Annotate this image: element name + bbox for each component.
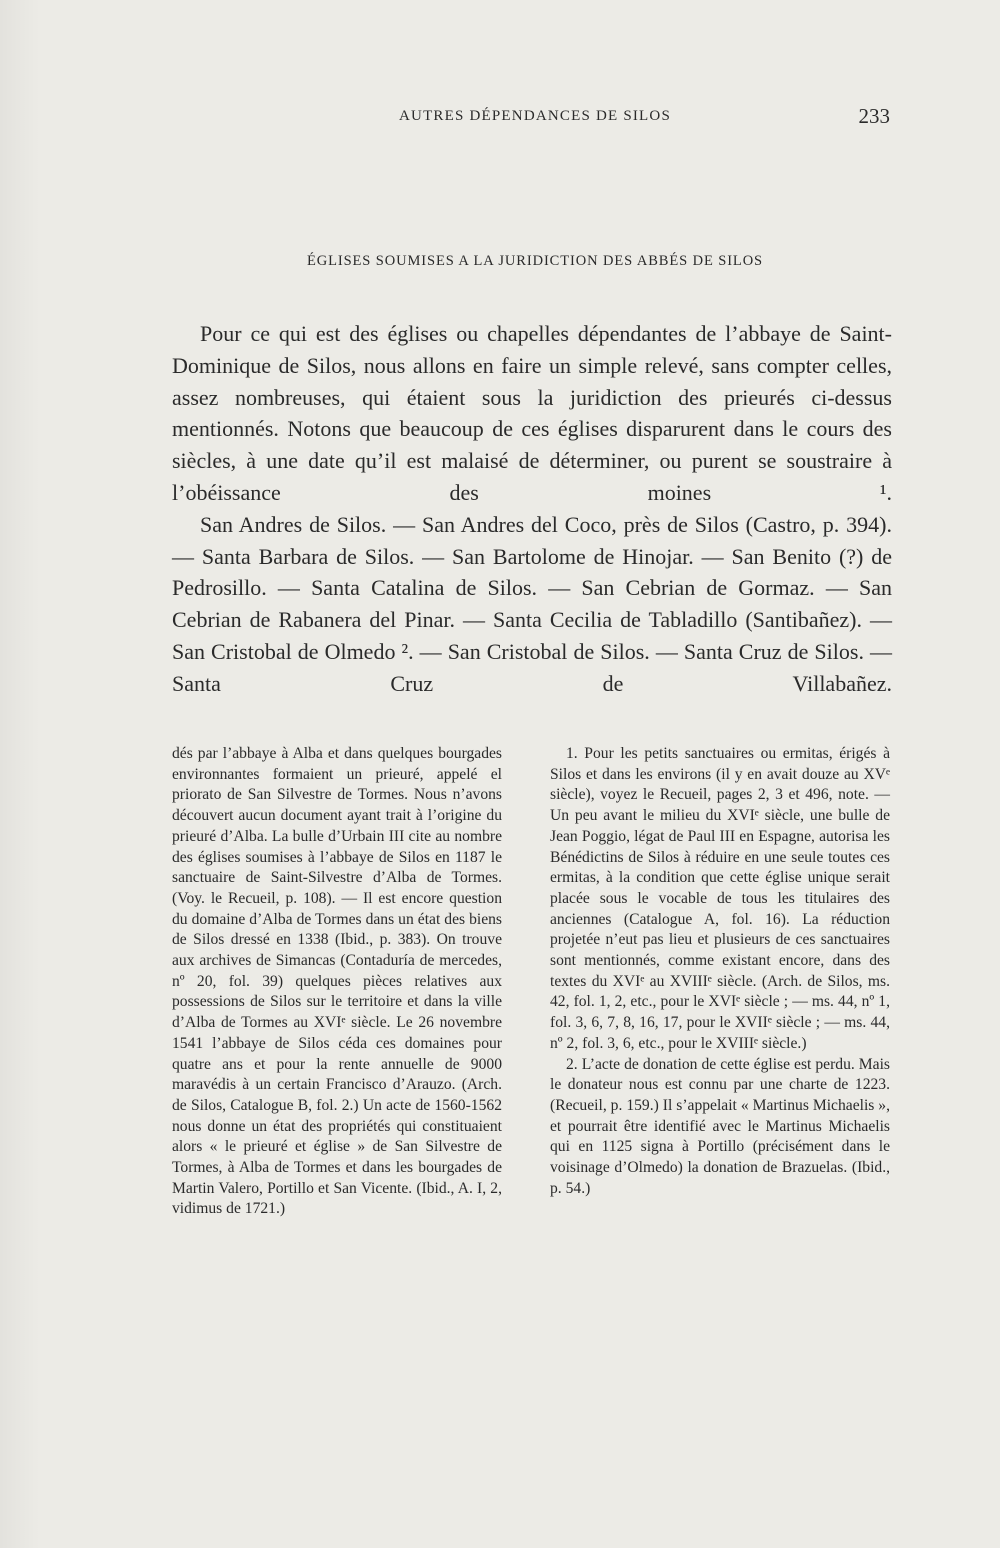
footnote-column-left <box>172 744 502 1220</box>
footnote-continuation: dés par l’abbaye à Alba et dans quelques bourgades environnantes formaient un prieuré, appelé el priorato de San Silvestre de Tormes. Nous n’avons découvert aucun document ayant trait à l’origine du prieuré d’Alba. La bulle d’Urbain III cite au nombre des églises soumises à l’abbaye de Silos en 1187 le sanctuaire de Saint-Silvestre d’Alba de Tormes. (Voy. le Recueil, p. 108). — Il est encore question du domaine d’Alba de Tormes dans un état des biens de Silos dressé en 1338 (Ibid., p. 383). On trouve aux archives de Simancas (Contaduría de mercedes, nº 20, fol. 39) quelques pièces relatives aux possessions de Silos sur le territoire et dans la ville d’Alba de Tormes au XVIᵉ siècle. Le 26 novembre 1541 l’abbaye de Silos céda ces domaines pour quatre ans et pour la rente annuelle de 9000 maravédis à un certain Francisco d’Arauzo. (Arch. de Silos, Catalogue B, fol. 2.) Un acte de 1560-1562 nous donne un état des propriétés qui constituaient alors « le prieuré et église » de San Silvestre de Tormes, à Alba de Tormes et dans les bourgades de Martin Valero, Portillo et San Vicente. (Ibid., A. I, 2, vidimus de 1721.) <box>172 745 502 1218</box>
footnotes-area <box>172 744 894 1394</box>
page-edge-shading <box>0 0 40 1548</box>
body-paragraph-1: Pour ce qui est des églises ou chapelles dépendantes de l’abbaye de Saint-Dominique de Silos, nous allons en faire un simple relevé, sans compter celles, assez nombreuses, qui étaient sous la juridiction des prieurés ci-dessus mentionnés. Notons que beaucoup de ces églises disparurent dans le cours des siècles, à une date qu’il est malaisé de déterminer, ou purent se soustraire à l’obéissance des moines ¹. <box>172 321 892 505</box>
body-paragraph-2: San Andres de Silos. — San Andres del Coco, près de Silos (Castro, p. 394). — Santa Barbara de Silos. — San Bartolome de Hinojar. — San Benito (?) de Pedrosillo. — Santa Catalina de Silos. — San Cebrian de Gormaz. — San Cebrian de Rabanera del Pinar. — Santa Cecilia de Tabladillo (Santibañez). — San Cristobal de Olmedo ². — San Cristobal de Silos. — Santa Cruz de Silos. — Santa Cruz de Villabañez. <box>172 511 892 696</box>
footnote-2: 2. L’acte de donation de cette église est perdu. Mais le donateur nous est connu par une charte de 1223. (Recueil, p. 159.) Il s’appelait « Martinus Michaelis », et pourrait être identifié avec le Martinus Michaelis qui en 1125 signa à Portillo (précisément dans le voisinage d’Olmedo) la donation de Brazuelas. (Ibid., p. 54.) <box>550 1055 890 1197</box>
footnote-column-right <box>550 744 890 1199</box>
running-header <box>170 104 900 134</box>
page-number: 233 <box>858 104 890 128</box>
footnote-1: 1. Pour les petits sanctuaires ou ermitas, érigés à Silos et dans les environs (il y en avait douze au XVᵉ siècle), voyez le Recueil, pages 2, 3 et 496, note. — Un peu avant le milieu du XVIᵉ siècle, une bulle de Jean Poggio, légat de Paul III en Espagne, autorisa les Bénédictins de Silos à réduire en une seule toutes ces ermitas, à la condition que cette église unique serait placée sous le vocable de tous les titulaires des anciennes (Catalogue A, fol. 16). La réduction projetée n’eut pas lieu et plusieurs de ces sanctuaires sont mentionnés, comme existant encore, dans des textes du XVIᵉ au XVIIIᵉ siècle. (Arch. de Silos, ms. 42, fol. 1, 2, etc., pour le XVIᵉ siècle ; — ms. 44, nº 1, fol. 3, 6, 7, 8, 16, 17, pour le XVIIᵉ siècle ; — ms. 44, nº 2, fol. 3, 6, etc., pour le XVIIIᵉ siècle.) <box>550 745 890 1052</box>
running-title: AUTRES DÉPENDANCES DE SILOS <box>399 108 671 124</box>
main-body-text <box>172 318 892 700</box>
section-title: ÉGLISES SOUMISES A LA JURIDICTION DES ABBÉS DE SILOS <box>306 253 764 269</box>
